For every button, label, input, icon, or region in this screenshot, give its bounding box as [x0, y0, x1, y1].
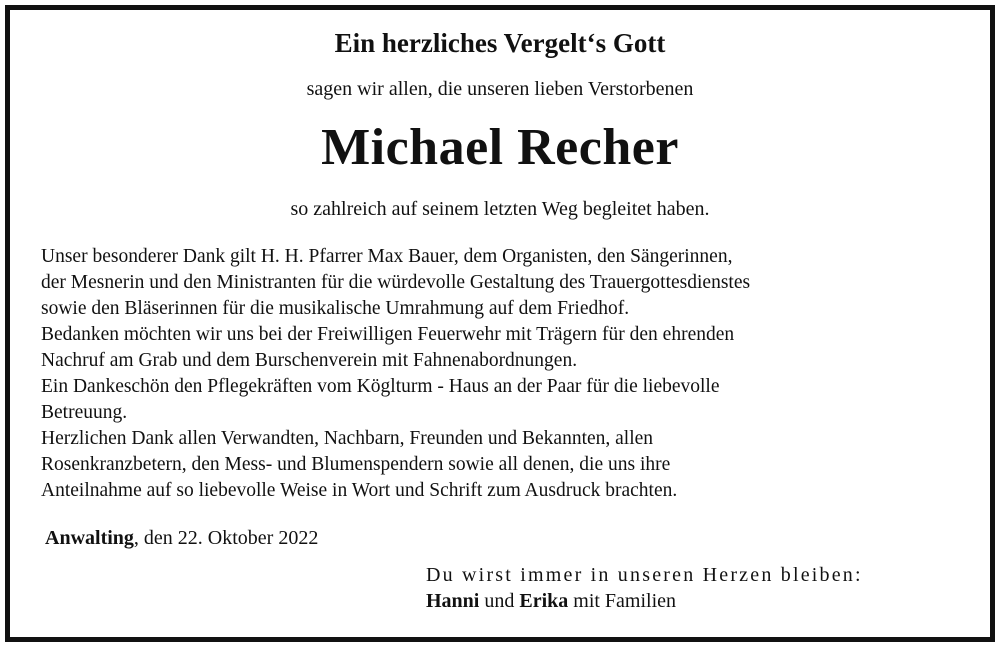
place-name: Anwalting — [45, 527, 134, 549]
escort-text: so zahlreich auf seinem letzten Weg begleitet haben. — [290, 198, 710, 220]
place-date — [45, 527, 318, 550]
body-line: Anteilnahme auf so liebevolle Weise in Wort und Schrift zum Ausdruck brachten. — [41, 480, 678, 501]
body-line: Bedanken möchten wir uns bei der Freiwilligen Feuerwehr mit Trägern für den ehrenden — [41, 324, 735, 345]
body-line: Ein Dankeschön den Pflegekräften vom Köglturm - Haus an der Paar für die liebevolle — [41, 376, 720, 397]
body-line: Rosenkranzbetern, den Mess- und Blumenspendern sowie all denen, die uns ihre — [41, 454, 671, 475]
signers — [426, 590, 676, 613]
notice-heading: Ein herzliches Vergelt‘s Gott — [334, 28, 666, 58]
body-line: sowie den Bläserinnen für die musikalische Umrahmung auf dem Friedhof. — [41, 298, 630, 319]
signer-suffix: mit Familien — [568, 590, 677, 612]
body-line: Nachruf am Grab und dem Burschenverein mit Fahnenabordnungen. — [41, 350, 578, 371]
signer-2: Erika — [519, 590, 569, 612]
thanks-body — [41, 244, 971, 504]
body-line: Unser besonderer Dank gilt H. H. Pfarrer Max Bauer, dem Organisten, den Sängerinnen, — [41, 246, 733, 267]
intro-text: sagen wir allen, die unseren lieben Verstorbenen — [306, 78, 694, 100]
signer-join: und — [479, 590, 520, 612]
body-line: Betreuung. — [41, 402, 128, 423]
body-line: Herzlichen Dank allen Verwandten, Nachbarn, Freunden und Bekannten, allen — [41, 428, 654, 449]
body-line: der Mesnerin und den Ministranten für die würdevolle Gestaltung des Trauergottesdienstes — [41, 272, 751, 293]
deceased-name: Michael Recher — [321, 119, 679, 176]
signer-1: Hanni — [426, 590, 480, 612]
date-text: , den 22. Oktober 2022 — [133, 527, 319, 549]
closing-line: Du wirst immer in unseren Herzen bleiben: — [426, 564, 863, 586]
